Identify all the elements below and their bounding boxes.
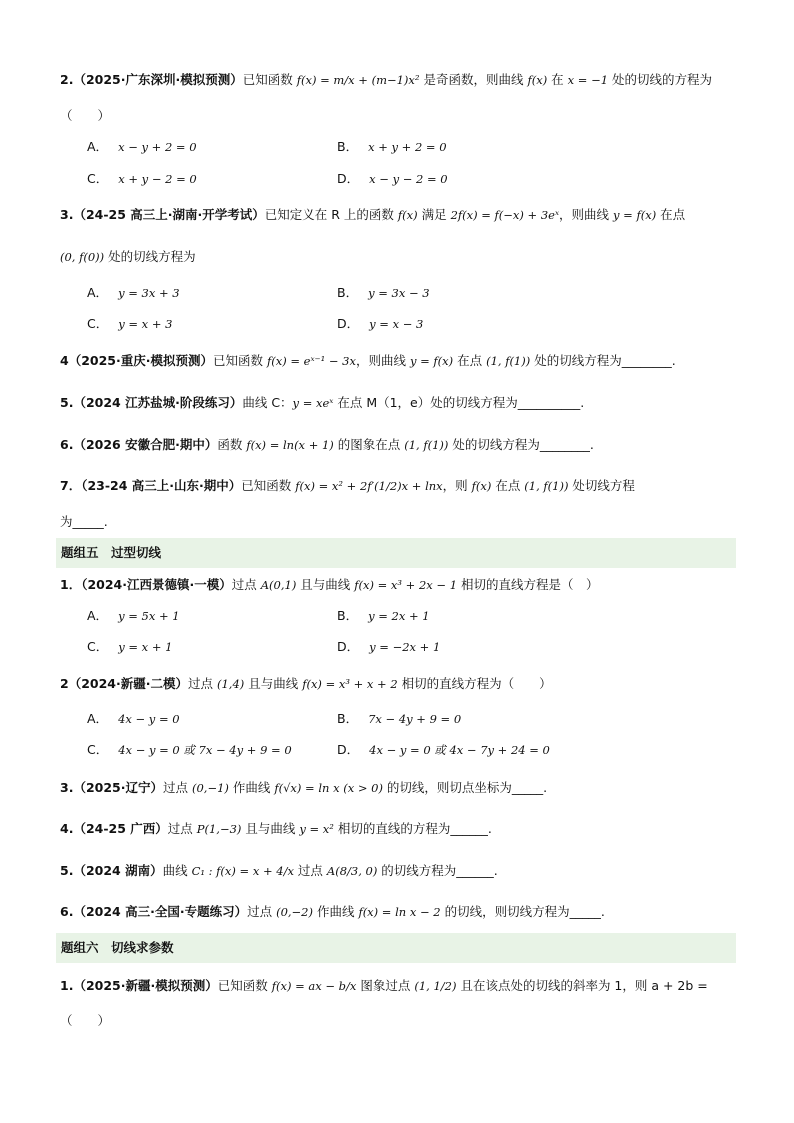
math-expression: y = f(x) <box>409 354 454 368</box>
question-text: 处切线方程 <box>568 478 635 493</box>
math-expression: (1, f(1)) <box>404 438 449 452</box>
question-source: 3.（2025·辽宁） <box>60 780 163 795</box>
option-label: A． <box>87 139 109 154</box>
option-label: D． <box>337 171 360 186</box>
math-expression: C₁ : f(x) = x + 4/x <box>191 864 294 878</box>
group5-question-2-stem <box>60 674 552 694</box>
answer-blank: （ ） <box>60 108 111 123</box>
question-text: 处的切线方程为 <box>104 249 196 264</box>
math-expression: f(x) = ln(x + 1) <box>246 438 334 452</box>
math-expression: f(x) = ax − b/x <box>271 979 357 993</box>
group5-question-6-stem <box>60 902 605 922</box>
section-header-group-6 <box>56 933 736 963</box>
option-label: B． <box>337 608 359 623</box>
math-expression: A(8/3, 0) <box>326 864 378 878</box>
option-value: x + y − 2 = 0 <box>118 172 197 186</box>
question-source: 1．（2024·江西景德镇·一模） <box>60 577 232 592</box>
question-source: 6.（2024 高三·全国·专题练习） <box>60 904 248 919</box>
question-2-stem <box>60 70 712 90</box>
option-value: 7x − 4y + 9 = 0 <box>368 712 462 726</box>
math-expression: f(x) = eˣ⁻¹ − 3x <box>266 354 356 368</box>
question-text: 且在该点处的切线的斜率为 1，则 a + 2b = <box>456 978 708 993</box>
option-value: 4x − y = 0 或 4x − 7y + 24 = 0 <box>369 743 550 757</box>
question-3-stem <box>60 205 685 225</box>
question-6-stem <box>60 435 594 455</box>
question-source: 7．（23-24 高三上·山东·期中） <box>60 478 242 493</box>
math-expression: y = xeˣ <box>292 396 334 410</box>
math-expression: (0,−2) <box>276 905 313 919</box>
option-value: 4x − y = 0 或 7x − 4y + 9 = 0 <box>118 743 292 757</box>
question-text: 在点 <box>656 207 686 222</box>
option-b <box>337 606 430 626</box>
question-source: 1.（2025·新疆·模拟预测） <box>60 978 218 993</box>
option-label: C． <box>87 639 109 654</box>
question-text: 在点 <box>453 353 487 368</box>
question-source: 2（2024·新疆·二模） <box>60 676 188 691</box>
math-expression: 2f(x) = f(−x) + 3eˣ <box>450 208 560 222</box>
question-text: 是奇函数，则曲线 <box>419 72 528 87</box>
math-expression: y = x² <box>299 822 334 836</box>
option-label: C． <box>87 742 109 757</box>
question-7-stem-cont: 为_____. <box>60 514 108 529</box>
option-value: x − y + 2 = 0 <box>118 140 197 154</box>
option-c <box>87 169 197 189</box>
question-text: 的图象在点 <box>333 437 405 452</box>
question-text: 的切线，则切点坐标为_____. <box>382 780 548 795</box>
question-text: 在点 M（1，e）处的切线方程为__________. <box>333 395 585 410</box>
question-source: 3.（24-25 高三上·湖南·开学考试） <box>60 207 265 222</box>
question-text: 相切的直线的方程为______. <box>333 821 492 836</box>
question-text: 过点 <box>188 676 217 691</box>
question-text: 作曲线 <box>312 904 359 919</box>
option-a <box>87 606 180 626</box>
question-3-stem-cont <box>60 247 196 267</box>
option-value: y = −2x + 1 <box>369 640 441 654</box>
math-expression: f(x) <box>527 73 548 87</box>
question-source: 5.（2024 江苏盐城·阶段练习） <box>60 395 243 410</box>
option-label: A． <box>87 608 109 623</box>
question-source: 4（2025·重庆·模拟预测） <box>60 353 213 368</box>
question-text: 已知函数 <box>241 478 296 493</box>
option-value: x − y − 2 = 0 <box>369 172 448 186</box>
question-text: 过点 <box>231 577 261 592</box>
option-b <box>337 137 447 157</box>
question-text: 函数 <box>217 437 247 452</box>
math-expression: (1,4) <box>216 677 245 691</box>
option-label: D． <box>337 316 360 331</box>
question-text: 的切线，则切线方程为_____. <box>440 904 605 919</box>
option-label: B． <box>337 285 359 300</box>
question-text: 满足 <box>417 207 451 222</box>
question-text: 已知函数 <box>242 72 297 87</box>
option-label: C． <box>87 316 109 331</box>
option-value: y = x + 3 <box>118 317 173 331</box>
math-expression: (1, 1/2) <box>414 979 457 993</box>
question-source: 6.（2026 安徽合肥·期中） <box>60 437 218 452</box>
group6-question-1-stem <box>60 976 708 996</box>
option-label: A． <box>87 711 109 726</box>
math-expression: P(1,−3) <box>196 822 242 836</box>
math-expression: (0,−1) <box>191 781 229 795</box>
option-a <box>87 283 180 303</box>
math-expression: (1, f(1)) <box>524 479 569 493</box>
question-text: 已知定义在 R 上的函数 <box>264 207 398 222</box>
question-text: ，则曲线 <box>355 353 410 368</box>
question-text: 已知函数 <box>213 353 267 368</box>
option-label: D． <box>337 639 360 654</box>
question-text: 过点 <box>247 904 277 919</box>
question-source: 5.（2024 湖南） <box>60 863 163 878</box>
question-text: 在 <box>547 72 568 87</box>
option-value: y = 3x + 3 <box>118 286 180 300</box>
question-text: 在点 <box>491 478 525 493</box>
option-value: y = 3x − 3 <box>368 286 430 300</box>
question-text: 作曲线 <box>228 780 275 795</box>
question-text: 且与曲线 <box>296 577 355 592</box>
math-expression: f(x) = x³ + x + 2 <box>302 677 398 691</box>
option-d <box>337 169 448 189</box>
math-expression: f(√x) = ln x (x > 0) <box>274 781 383 795</box>
math-expression: A(0,1) <box>260 578 297 592</box>
option-label: B． <box>337 711 359 726</box>
option-b <box>337 709 461 729</box>
group5-question-4-stem <box>60 819 492 839</box>
question-text: 处的切线方程为________. <box>530 353 676 368</box>
question-text: 曲线 <box>162 863 192 878</box>
section-title: 题组六 切线求参数 <box>61 940 174 955</box>
question-text: 相切的直线方程为（ ） <box>397 676 552 691</box>
group5-question-1-stem <box>60 575 599 595</box>
math-expression: (0, f(0)) <box>60 250 105 264</box>
option-label: D． <box>337 742 360 757</box>
option-value: y = 5x + 1 <box>118 609 180 623</box>
group5-question-3-stem <box>60 778 547 798</box>
question-text: 处的切线的方程为 <box>608 72 713 87</box>
question-source: 2.（2025·广东深圳·模拟预测） <box>60 72 243 87</box>
option-label: A． <box>87 285 109 300</box>
answer-blank: （ ） <box>60 1013 111 1028</box>
question-text: 且与曲线 <box>244 676 303 691</box>
question-5-stem <box>60 393 584 413</box>
question-text: 过点 <box>293 863 327 878</box>
section-header-group-5 <box>56 538 736 568</box>
option-d <box>337 637 440 657</box>
question-7-stem <box>60 476 635 496</box>
math-expression: x = −1 <box>567 73 609 87</box>
math-expression: f(x) = ln x − 2 <box>358 905 441 919</box>
option-value: x + y + 2 = 0 <box>368 140 447 154</box>
option-b <box>337 283 430 303</box>
math-expression: f(x) <box>471 479 492 493</box>
question-text: 相切的直线方程是（ ） <box>457 577 599 592</box>
question-text: 的切线方程为______. <box>377 863 498 878</box>
question-text: 且与曲线 <box>241 821 300 836</box>
math-expression: y = f(x) <box>613 208 657 222</box>
question-text: 图象过点 <box>356 978 415 993</box>
math-expression: f(x) <box>397 208 418 222</box>
option-label: C． <box>87 171 109 186</box>
question-text: ，则曲线 <box>559 207 614 222</box>
math-expression: f(x) = x³ + 2x − 1 <box>354 578 458 592</box>
question-text: 已知函数 <box>217 978 272 993</box>
question-source: 4.（24-25 广西） <box>60 821 168 836</box>
option-d <box>337 740 550 760</box>
question-text: ，则 <box>442 478 472 493</box>
option-a <box>87 137 197 157</box>
question-text: 处的切线方程为________. <box>448 437 594 452</box>
option-d <box>337 314 423 334</box>
option-label: B． <box>337 139 359 154</box>
math-expression: (1, f(1)) <box>486 354 531 368</box>
question-text: 曲线 C： <box>242 395 293 410</box>
math-expression: f(x) = x² + 2f′(1/2)x + lnx <box>295 479 443 493</box>
question-text: 过点 <box>163 780 192 795</box>
option-a <box>87 709 180 729</box>
math-expression: f(x) = m/x + (m−1)x² <box>296 73 420 87</box>
option-c <box>87 637 172 657</box>
option-value: y = x + 1 <box>118 640 173 654</box>
option-value: 4x − y = 0 <box>118 712 180 726</box>
option-value: y = 2x + 1 <box>368 609 430 623</box>
question-4-stem <box>60 351 676 371</box>
group5-question-5-stem <box>60 861 498 881</box>
option-c <box>87 740 292 760</box>
section-title: 题组五 过型切线 <box>61 545 162 560</box>
option-c <box>87 314 172 334</box>
option-value: y = x − 3 <box>369 317 424 331</box>
question-text: 过点 <box>167 821 197 836</box>
